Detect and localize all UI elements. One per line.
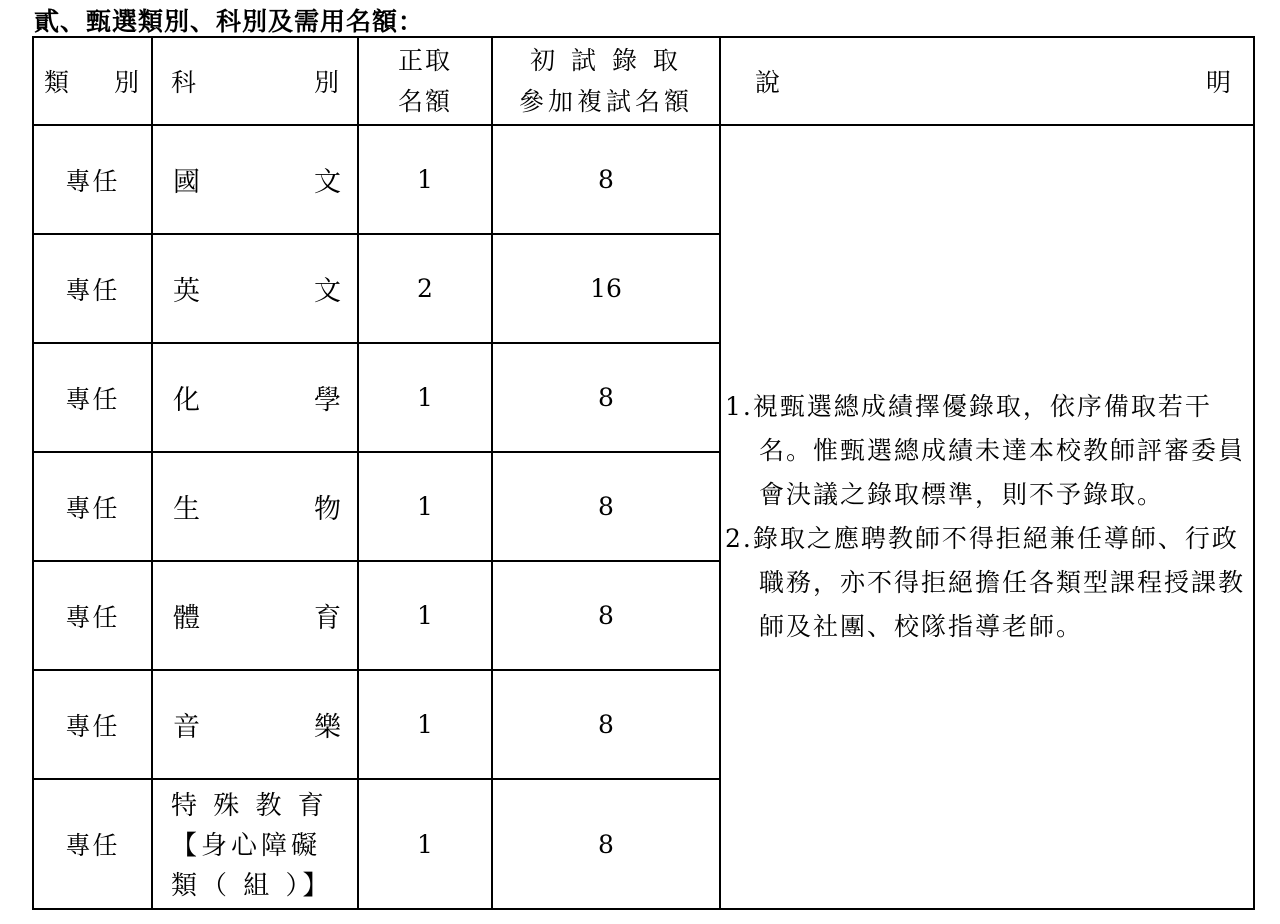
subject-cell <box>152 561 358 670</box>
category-cell: 專任 <box>33 561 152 670</box>
header-subject <box>152 37 358 125</box>
header-notes <box>720 37 1254 125</box>
retest-cell: 8 <box>492 561 720 670</box>
header-quota <box>358 37 492 125</box>
retest-cell: 8 <box>492 779 720 909</box>
category-cell: 專任 <box>33 779 152 909</box>
quota-cell: 1 <box>358 343 492 452</box>
header-category-char-1: 類 <box>44 68 70 97</box>
quota-cell: 2 <box>358 234 492 343</box>
subject-char-1: 音 <box>173 712 200 743</box>
header-category <box>33 37 152 125</box>
header-retest <box>492 37 720 125</box>
section-heading: 貳、甄選類別、科別及需用名額： <box>34 7 425 36</box>
header-retest-line-1: 初 試 錄 取 <box>530 46 682 75</box>
subject-char-1: 國 <box>173 167 200 198</box>
retest-cell: 8 <box>492 670 720 779</box>
subject-char-2: 樂 <box>314 712 341 743</box>
category-cell: 專任 <box>33 343 152 452</box>
subject-char-1: 生 <box>173 494 200 525</box>
notes-cell <box>720 125 1254 909</box>
subject-char-2: 文 <box>314 276 341 307</box>
header-quota-line-2: 名額 <box>397 87 452 116</box>
table-header-row <box>33 37 1254 125</box>
category-cell: 專任 <box>33 234 152 343</box>
subject-cell <box>152 670 358 779</box>
header-notes-char-2: 明 <box>1205 68 1231 97</box>
header-notes-char-1: 說 <box>755 68 781 97</box>
quota-cell: 1 <box>358 125 492 234</box>
quota-cell: 1 <box>358 452 492 561</box>
category-cell: 專任 <box>33 125 152 234</box>
subject-cell <box>152 452 358 561</box>
header-category-char-2: 別 <box>113 68 139 97</box>
subject-cell <box>152 343 358 452</box>
table-row <box>33 125 1254 234</box>
quota-cell: 1 <box>358 561 492 670</box>
header-retest-line-2: 參加複試名額 <box>518 87 693 116</box>
retest-cell: 8 <box>492 452 720 561</box>
subject-char-2: 育 <box>314 603 341 634</box>
subject-cell <box>152 234 358 343</box>
note-item-2: 2.錄取之應聘教師不得拒絕兼任導師、行政職務，亦不得拒絕擔任各類型課程授課教師及社團、校隊指導老師。 <box>725 524 1246 641</box>
retest-cell: 8 <box>492 343 720 452</box>
quota-cell: 1 <box>358 670 492 779</box>
subject-char-2: 文 <box>314 167 341 198</box>
header-quota-line-1: 正取 <box>397 46 452 75</box>
subject-line-3: 類（ 組 ）】 <box>171 871 333 901</box>
subject-line-2: 【身心障礙 <box>171 831 322 861</box>
subject-cell <box>152 125 358 234</box>
subject-char-1: 英 <box>173 276 200 307</box>
subject-char-2: 物 <box>314 494 341 525</box>
subject-char-1: 化 <box>173 385 200 416</box>
header-subject-char-2: 別 <box>313 68 339 97</box>
subject-char-2: 學 <box>314 385 341 416</box>
retest-cell: 8 <box>492 125 720 234</box>
subject-line-1: 特 殊 教 育 <box>171 791 328 821</box>
retest-cell: 16 <box>492 234 720 343</box>
recruitment-table <box>32 36 1255 910</box>
header-subject-char-1: 科 <box>171 68 197 97</box>
subject-char-1: 體 <box>173 603 200 634</box>
category-cell: 專任 <box>33 452 152 561</box>
note-item-1: 1.視甄選總成績擇優錄取，依序備取若干名。惟甄選總成績未達本校教師評審委員會決議之錄取標準，則不予錄取。 <box>725 392 1246 509</box>
subject-cell <box>152 779 358 909</box>
quota-cell: 1 <box>358 779 492 909</box>
category-cell: 專任 <box>33 670 152 779</box>
